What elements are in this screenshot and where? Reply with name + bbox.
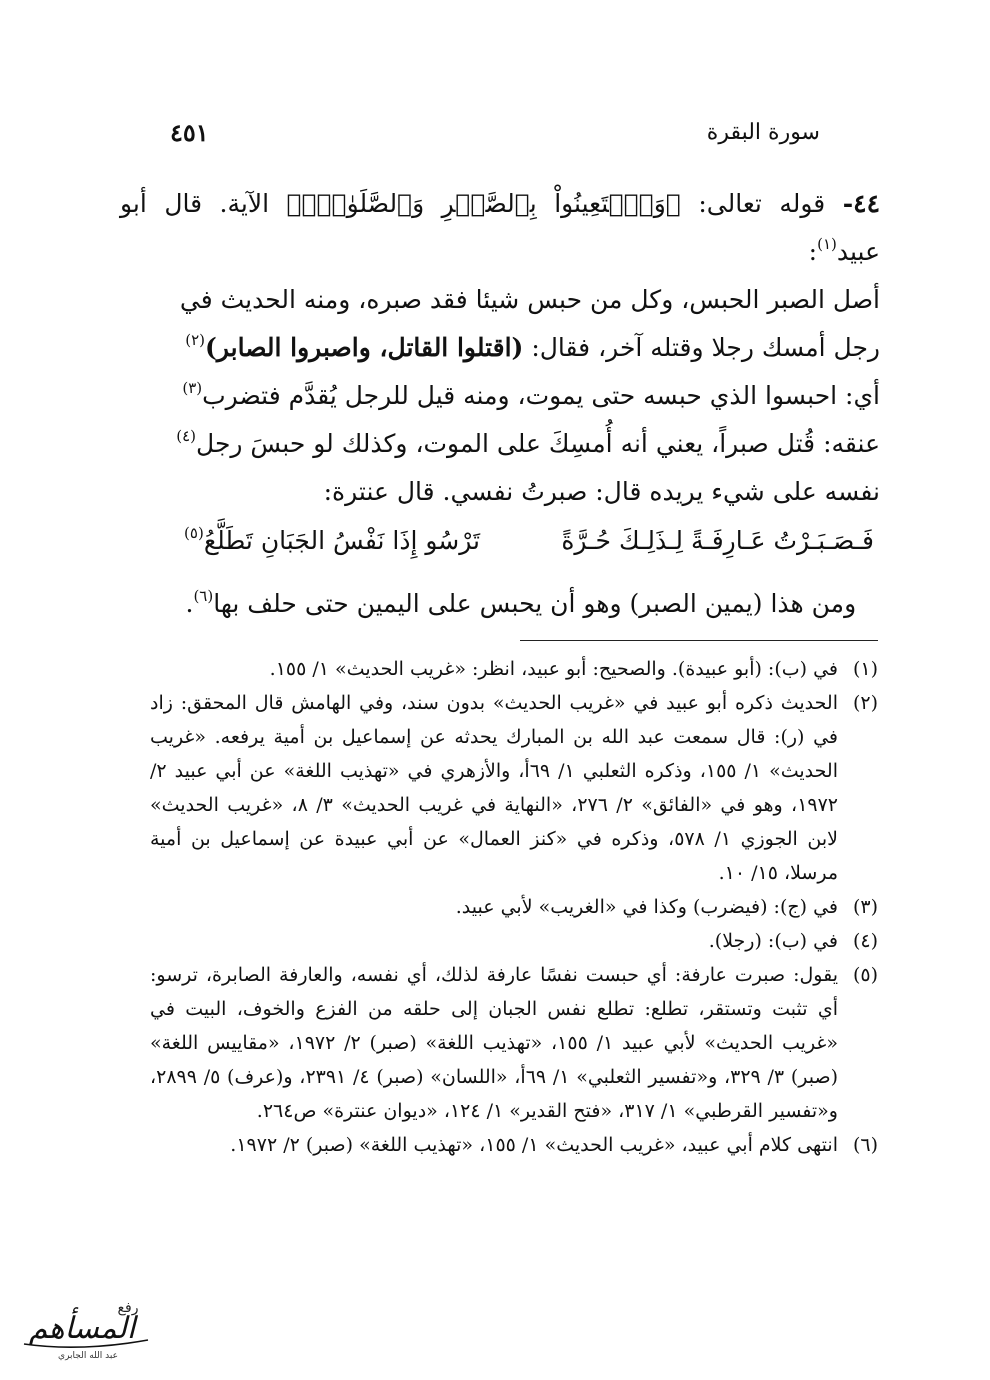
footnote-text: انتهى كلام أبي عبيد، «غريب الحديث» ١/ ١٥٥، «تهذيب اللغة» (صبر) ٢/ ١٩٧٢. xyxy=(230,1134,838,1156)
hadith-quote: (اقتلوا القاتل، واصبروا الصابر) xyxy=(205,333,524,362)
footnote xyxy=(150,686,878,890)
footnote-text: يقول: صبرت عارفة: أي حبست نفسًا عارفة لذلك، أي نفسه، والعارفة الصابرة، ترسو: أي تثبت وتستقر، تطلع: تطلع نفس الجبان إلى حلقه من الفزع والخوف، البيت في «غريب الحديث» لأبي عبيد ١/ ١٥٥، «تهذيب اللغة» (صبر) ٢/ ١٩٧٢، «مقاييس اللغة» (صبر) ٣/ ٣٢٩، و«تفسير الثعلبي» ١/ ٦٩أ، «اللسان» (صبر) ٤/ ٢٣٩١، و(عرف) ٥/ ٢٨٩٩، و«تفسير القرطبي» ١/ ٣١٧، «فتح القدير» ١/ ١٢٤، «ديوان عنترة» ص٢٦٤. xyxy=(150,964,839,1122)
footnote-ref[interactable]: (١) xyxy=(817,234,837,253)
footnote-mark: (٥) xyxy=(852,964,878,986)
footnote-mark: (٢) xyxy=(852,692,878,714)
stamp-main-word: المسأهم xyxy=(28,1311,136,1346)
footnote-mark: (١) xyxy=(852,658,878,680)
footnotes xyxy=(150,652,878,1162)
footnote xyxy=(150,890,878,924)
text-line: أي: احبسوا الذي حبسه حتى يموت، ومنه قيل للرجل يُقدَّم فتضرب$^{(٣)}$ xyxy=(182,378,880,410)
footnote-text: في (ب): (أبو عبيدة). والصحيح: أبو عبيد، انظر: «غريب الحديث» ١/ ١٥٥. xyxy=(269,658,838,680)
verse-hemistich-first: فَـصَـبَـرْتُ عَـارِفَـةً لِـذَلِـكَ حُـرَّةً xyxy=(561,526,874,555)
page-number: ٤٥١ xyxy=(170,117,209,147)
footnote-divider xyxy=(520,640,878,641)
footnote xyxy=(150,924,878,958)
text-line: ٤٤- قوله تعالى: ﴿وَٱسۡتَعِينُواْ بِٱلصَّبۡرِ وَٱلصَّلَوٰةِۚ﴾ الآية. قال أبو عبيد$^{(١)}$: xyxy=(120,189,881,266)
footnote-mark: (٦) xyxy=(852,1134,878,1156)
footnote-ref[interactable]: (٥) xyxy=(184,523,204,542)
footnote-text: الحديث ذكره أبو عبيد في «غريب الحديث» بدون سند، وفي الهامش قال المحقق: زاد في (ر): قال سمعت عبد الله بن المبارك يحدثه عن إسماعيل بن أمية يرفعه. «غريب الحديث» ١/ ١٥٥، وذكره الثعلبي ١/ ٦٩أ، والأزهري في «تهذيب اللغة» عن أبي عبيد ٢/ ١٩٧٢، وهو في «الفائق» ٢/ ٢٧٦، «النهاية في غريب الحديث» ٣/ ٨، «غريب الحديث» لابن الجوزي ١/ ٥٧٨، وذكره في «كنز العمال» عن أبي عبيدة عن إسماعيل بن أمية مرسلا، ١٥/ ١٠. xyxy=(150,692,839,884)
text-line: نفسه على شيء يريده قال: صبرتُ نفسي. قال عنترة: xyxy=(323,477,880,506)
text-line: ومن هذا (يمين الصبر) وهو أن يحبس على اليمين حتى حلف بها$^{(٦)}$. xyxy=(185,586,857,618)
footnote-text: في (ج): (فيضرب) وكذا في «الغريب» لأبي عبيد. xyxy=(455,896,838,918)
surah-title: سورة البقرة xyxy=(706,119,820,145)
text-line: عنقه: قُتل صبراً، يعني أنه أُمسِكَ على الموت، وكذلك لو حبسَ رجل$^{(٤)}$ xyxy=(176,426,880,458)
footnote-ref[interactable]: (٢) xyxy=(185,330,206,349)
footnote xyxy=(150,958,878,1128)
text-line: رجل أمسك رجلا وقتله آخر، فقال: (اقتلوا القاتل، واصبروا الصابر)$^{(٢)}$ xyxy=(185,330,880,362)
footnote-mark: (٣) xyxy=(852,896,878,918)
footnote-ref[interactable]: (٣) xyxy=(182,378,203,397)
footnote-ref[interactable]: (٤) xyxy=(176,426,197,445)
running-head xyxy=(170,112,820,152)
footnote xyxy=(150,1128,878,1162)
verse-hemistich-second: تَرْسُو إِذَا نَفْسُ الجَبَانِ تَطَلَّعُ$^{(٥)}$ xyxy=(184,523,480,555)
text-line: أصل الصبر الحبس، وكل من حبس شيئا فقد صبره، ومنه الحديث في xyxy=(179,285,880,314)
footnote-ref[interactable]: (٦) xyxy=(193,586,214,605)
main-text xyxy=(120,180,880,628)
stamp-top-word: رفع xyxy=(117,1300,139,1316)
poetry-verse xyxy=(120,516,880,566)
library-stamp-logo xyxy=(10,1290,160,1362)
footnote-text: في (ب): (رجلا). xyxy=(708,930,838,952)
footnote-mark: (٤) xyxy=(852,930,878,952)
footnote xyxy=(150,652,878,686)
entry-number: ٤٤- xyxy=(842,189,881,218)
stamp-subtext: عبد الله الجابري xyxy=(58,1351,118,1361)
